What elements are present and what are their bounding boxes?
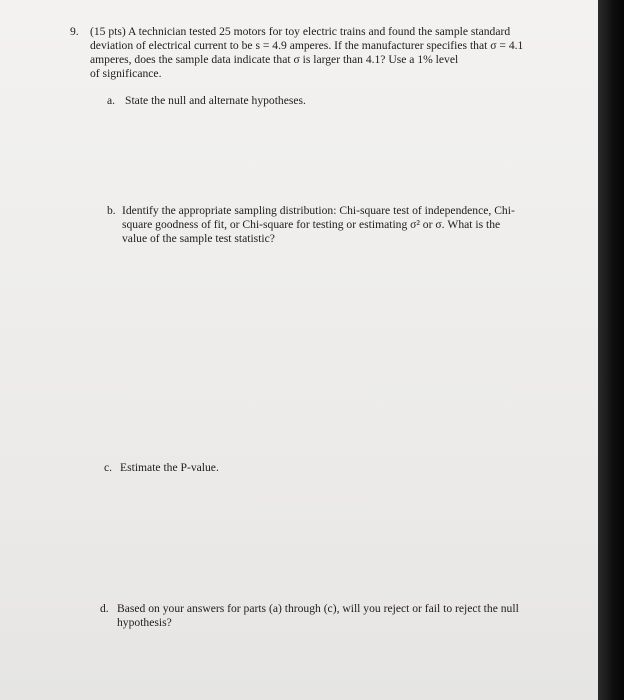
part-c-text: Estimate the P-value. (120, 461, 219, 474)
part-d-text-line-1: Based on your answers for parts (a) through (c), will you reject or fail to reject the null (117, 602, 519, 615)
question-text-line-3: amperes, does the sample data indicate that σ is larger than 4.1? Use a 1% level (90, 53, 459, 66)
question-text-line-2: deviation of electrical current to be s = 4.9 amperes. If the manufacturer specifies that σ = 4.1 (90, 39, 524, 52)
part-b-label: b. (107, 204, 116, 217)
part-a-text: State the null and alternate hypotheses. (125, 94, 306, 107)
photo-edge-shadow (598, 0, 624, 700)
part-b-text-line-3: value of the sample test statistic? (122, 232, 275, 245)
question-number: 9. (70, 25, 79, 38)
part-c-label: c. (104, 461, 113, 474)
part-b-text-line-2: square goodness of fit, or Chi-square for testing or estimating σ² or σ. What is the (122, 218, 501, 231)
part-d-label: d. (100, 602, 109, 615)
question-text-line-4: of significance. (90, 67, 162, 80)
question-text-line-1: (15 pts) A technician tested 25 motors for toy electric trains and found the sample standard (90, 25, 511, 38)
part-b-text-line-1: Identify the appropriate sampling distribution: Chi-square test of independence, Chi- (122, 204, 515, 217)
part-a-label: a. (107, 94, 116, 107)
part-d-text-line-2: hypothesis? (117, 616, 172, 629)
